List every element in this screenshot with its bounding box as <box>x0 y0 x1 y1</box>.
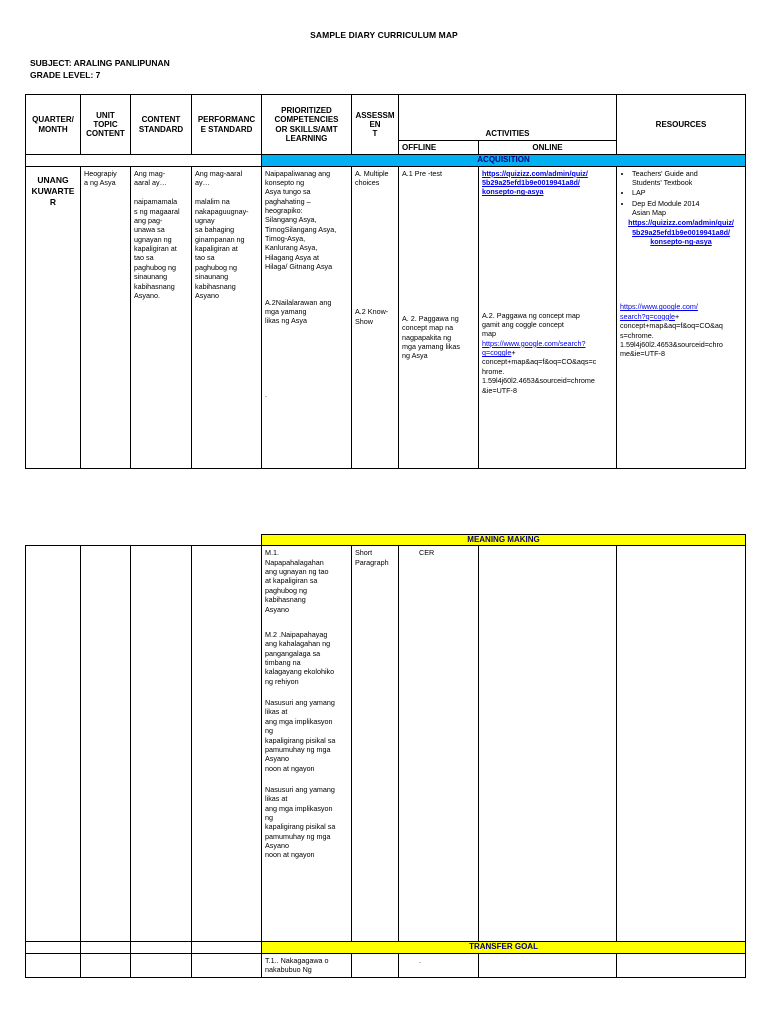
subject-label: SUBJECT: ARALING PANLIPUNAN <box>30 58 170 68</box>
empty-cell <box>131 546 192 942</box>
competency-a1: Naipapaliwanag ang konsepto ng Asya tungo sa paghahating – heograpiko: Silangang Asya, TimogSilangang Asya, Timog-Asya, Kanlurang Asya, Hilagang Asya at Hilaga/ Gitnang Asya <box>265 168 337 272</box>
resources-cell <box>617 166 746 468</box>
document-title: SAMPLE DIARY CURRICULUM MAP <box>310 30 458 40</box>
resource-item: • Teachers' Guide and Students' Textbook <box>632 169 742 188</box>
header-resources: RESOURCES <box>617 95 746 155</box>
content-standard-intro: Ang mag- aaral ay… <box>134 168 167 187</box>
meaning-offline-cell: CER <box>399 546 479 942</box>
empty-cell <box>479 546 617 942</box>
competencies-cell <box>262 166 352 468</box>
online-cell <box>479 166 617 468</box>
performance-standard-intro: Ang mag-aaral ay… <box>195 168 243 187</box>
section-transfer-goal: TRANSFER GOAL <box>262 942 746 953</box>
empty-cell <box>81 942 131 953</box>
unit-topic-cell: Heograpiy a ng Asya <box>81 166 131 468</box>
meaning-competencies-cell <box>262 546 352 942</box>
competency-a2: A.2Nailalarawan ang mga yamang likas ng Asya <box>265 297 332 326</box>
resource-google-link[interactable]: https://www.google.com/ search?q=coggle <box>620 302 698 321</box>
section-meaning-making: MEANING MAKING <box>262 535 746 546</box>
assessment-a2: A.2 Know- Show <box>355 307 389 326</box>
empty-cell <box>81 953 131 977</box>
quizizz-link[interactable]: https://quizizz.com/admin/quiz/ 5b29a25efd1b9e0019941a8d/ konsepto-ng-asya <box>482 168 588 197</box>
empty-cell <box>26 546 81 942</box>
header-performance-standard: PERFORMANC E STANDARD <box>192 95 262 155</box>
blank-spacer <box>26 535 262 546</box>
resource-google-tail: + concept+map&aq=f&oq=CO&aq s=chrome. 1.59l4j60l2.4653&sourceid=chro me&ie=UTF-8 <box>620 311 723 359</box>
assessment-a1: A. Multiple choices <box>355 168 389 187</box>
meaning-m2: M.2 .Naipapahayag ang kahalagahan ng pangangalaga sa timbang na kalagayang ekolohiko ng rehiyon <box>265 629 335 686</box>
header-assessment: ASSESSMEN T <box>352 95 399 155</box>
empty-cell <box>26 953 81 977</box>
resources-list <box>620 169 742 218</box>
meaning-m3: Nasusuri ang yamang likas at ang mga implikasyon ng kapaligirang pisikal sa pamumuhay ng mga Asyano noon at ngayon <box>265 698 336 773</box>
empty-cell <box>131 942 192 953</box>
assessment-cell <box>352 166 399 468</box>
header-offline: OFFLINE <box>399 141 479 155</box>
google-search-link[interactable]: https://www.google.com/search? q=coggle <box>482 338 586 358</box>
grade-level-label: GRADE LEVEL: 7 <box>30 70 101 80</box>
empty-cell <box>131 953 192 977</box>
resource-item: • Dep Ed Module 2014 Asian Map <box>632 199 742 218</box>
empty-cell <box>26 942 81 953</box>
offline-cell <box>399 166 479 468</box>
meaning-m1: M.1. Napapahalagahan ang ugnayan ng tao at kapaligiran sa paghubog ng kabihasnang Asyano <box>265 548 329 614</box>
offline-a1: A.1 Pre -test <box>402 168 442 178</box>
empty-cell <box>617 953 746 977</box>
performance-standard-text: malalim na nakapaguugnay- ugnay sa bahaging ginampanan ng kapaligiran at tao sa paghubog ng sinaunang kabihasnang Asyano <box>195 197 249 300</box>
blank-spacer <box>26 155 262 166</box>
header-activities: ACTIVITIES <box>399 95 617 141</box>
header-online: ONLINE <box>479 141 617 155</box>
online-a2-text: A.2. Paggawa ng concept map gamit ang coggle concept map <box>482 310 580 339</box>
resource-item: • LAP <box>632 188 742 197</box>
empty-cell <box>352 953 399 977</box>
meaning-m4: Nasusuri ang yamang likas at ang mga implikasyon ng kapaligirang pisikal sa pamumuhay ng mga Asyano noon at ngayon <box>265 784 336 860</box>
transfer-offline-cell: . <box>399 953 479 977</box>
section-acquisition: ACQUISITION <box>262 155 746 166</box>
empty-cell <box>192 546 262 942</box>
competency-dot: . <box>265 389 267 399</box>
curriculum-map-table-2 <box>25 534 746 978</box>
empty-cell <box>617 546 746 942</box>
offline-a2: A. 2. Paggawa ng concept map na nagpapakita ng mga yamang likas ng Asya <box>402 313 460 361</box>
quarter-cell: UNANG KUWARTE R <box>26 166 81 468</box>
empty-cell <box>192 953 262 977</box>
transfer-t1: T.1.. Nakagagawa o nakabubuo Ng <box>262 953 352 977</box>
header-content-standard: CONTENT STANDARD <box>131 95 192 155</box>
content-standard-cell <box>131 166 192 468</box>
header-competencies: PRIORITIZED COMPETENCIES OR SKILLS/AMT LEARNING <box>262 95 352 155</box>
meaning-assessment-cell: Short Paragraph <box>352 546 399 942</box>
content-standard-text: naipamamala s ng magaaral ang pag- unawa sa ugnayan ng kapaligiran at tao sa paghubog ng sinaunang kabihasnang Asyano. <box>134 197 180 300</box>
empty-cell <box>479 953 617 977</box>
curriculum-map-table-1 <box>25 94 746 469</box>
resource-quizizz-link[interactable]: https://quizizz.com/admin/quiz/ 5b29a25efd1b9e0019941a8d/ konsepto-ng-asya <box>628 218 734 247</box>
empty-cell <box>192 942 262 953</box>
performance-standard-cell <box>192 166 262 468</box>
header-unit-topic: UNIT TOPIC CONTENT <box>81 95 131 155</box>
google-search-tail: + concept+map&aq=f&oq=CO&aqs=c hrome. 1.59l4j60l2.4653&sourceid=chrome &ie=UTF-8 <box>482 348 597 395</box>
header-quarter: QUARTER/ MONTH <box>26 95 81 155</box>
empty-cell <box>81 546 131 942</box>
